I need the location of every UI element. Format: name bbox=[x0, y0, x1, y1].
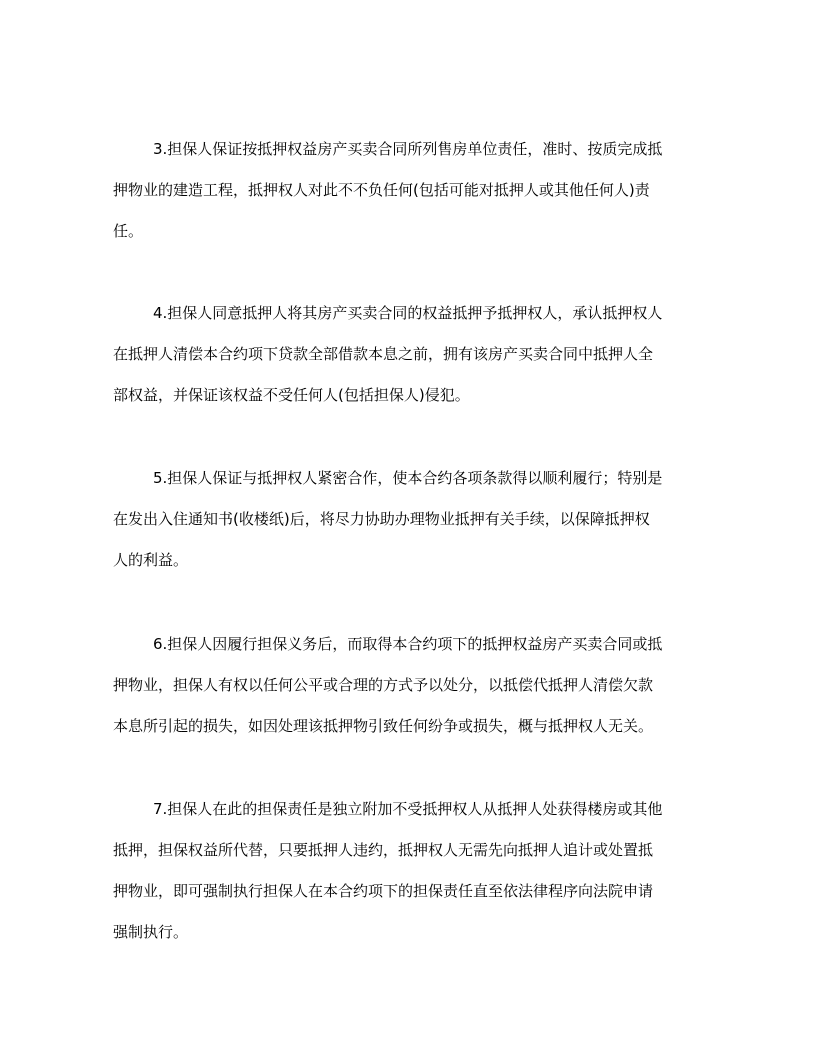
clause-line: 7.担保人在此的担保责任是独立附加不受抵押权人从抵押人处获得楼房或其他 bbox=[153, 800, 663, 818]
clause-line: 5.担保人保证与抵押权人紧密合作，使本合约各项条款得以顺利履行；特别是 bbox=[153, 469, 663, 487]
clause-3 bbox=[113, 129, 703, 252]
clause-line: 抵押，担保权益所代替，只要抵押人违约，抵押权人无需先向抵押人追计或处置抵 bbox=[113, 841, 654, 859]
clause-line: 押物业，担保人有权以任何公平或合理的方式予以处分，以抵偿代抵押人清偿欠款 bbox=[113, 676, 654, 694]
clause-line: 部权益，并保证该权益不受任何人(包括担保人)侵犯。 bbox=[113, 386, 470, 404]
clause-line: 在抵押人清偿本合约项下贷款全部借款本息之前，拥有该房产买卖合同中抵押人全 bbox=[113, 345, 654, 363]
clause-4 bbox=[113, 293, 703, 416]
clause-line: 任。 bbox=[113, 222, 144, 240]
clause-line: 人的利益。 bbox=[113, 551, 189, 569]
clause-line: 3.担保人保证按抵押权益房产买卖合同所列售房单位责任，准时、按质完成抵 bbox=[153, 140, 663, 158]
clause-5 bbox=[113, 458, 703, 581]
clause-line: 押物业，即可强制执行担保人在本合约项下的担保责任直至依法律程序向法院申请 bbox=[113, 882, 654, 900]
clause-line: 在发出入住通知书(收楼纸)后，将尽力协助办理物业抵押有关手续，以保障抵押权 bbox=[113, 510, 650, 528]
clause-line: 本息所引起的损失，如因处理该抵押物引致任何纷争或损失，概与抵押权人无关。 bbox=[113, 717, 654, 735]
clause-6 bbox=[113, 624, 703, 747]
clause-7 bbox=[113, 789, 703, 953]
clause-line: 6.担保人因履行担保义务后，而取得本合约项下的抵押权益房产买卖合同或抵 bbox=[153, 635, 663, 653]
clause-line: 强制执行。 bbox=[113, 923, 189, 941]
clause-line: 押物业的建造工程，抵押权人对此不不负任何(包括可能对抵押人或其他任何人)责 bbox=[113, 181, 650, 199]
clause-line: 4.担保人同意抵押人将其房产买卖合同的权益抵押予抵押权人，承认抵押权人 bbox=[153, 304, 663, 322]
